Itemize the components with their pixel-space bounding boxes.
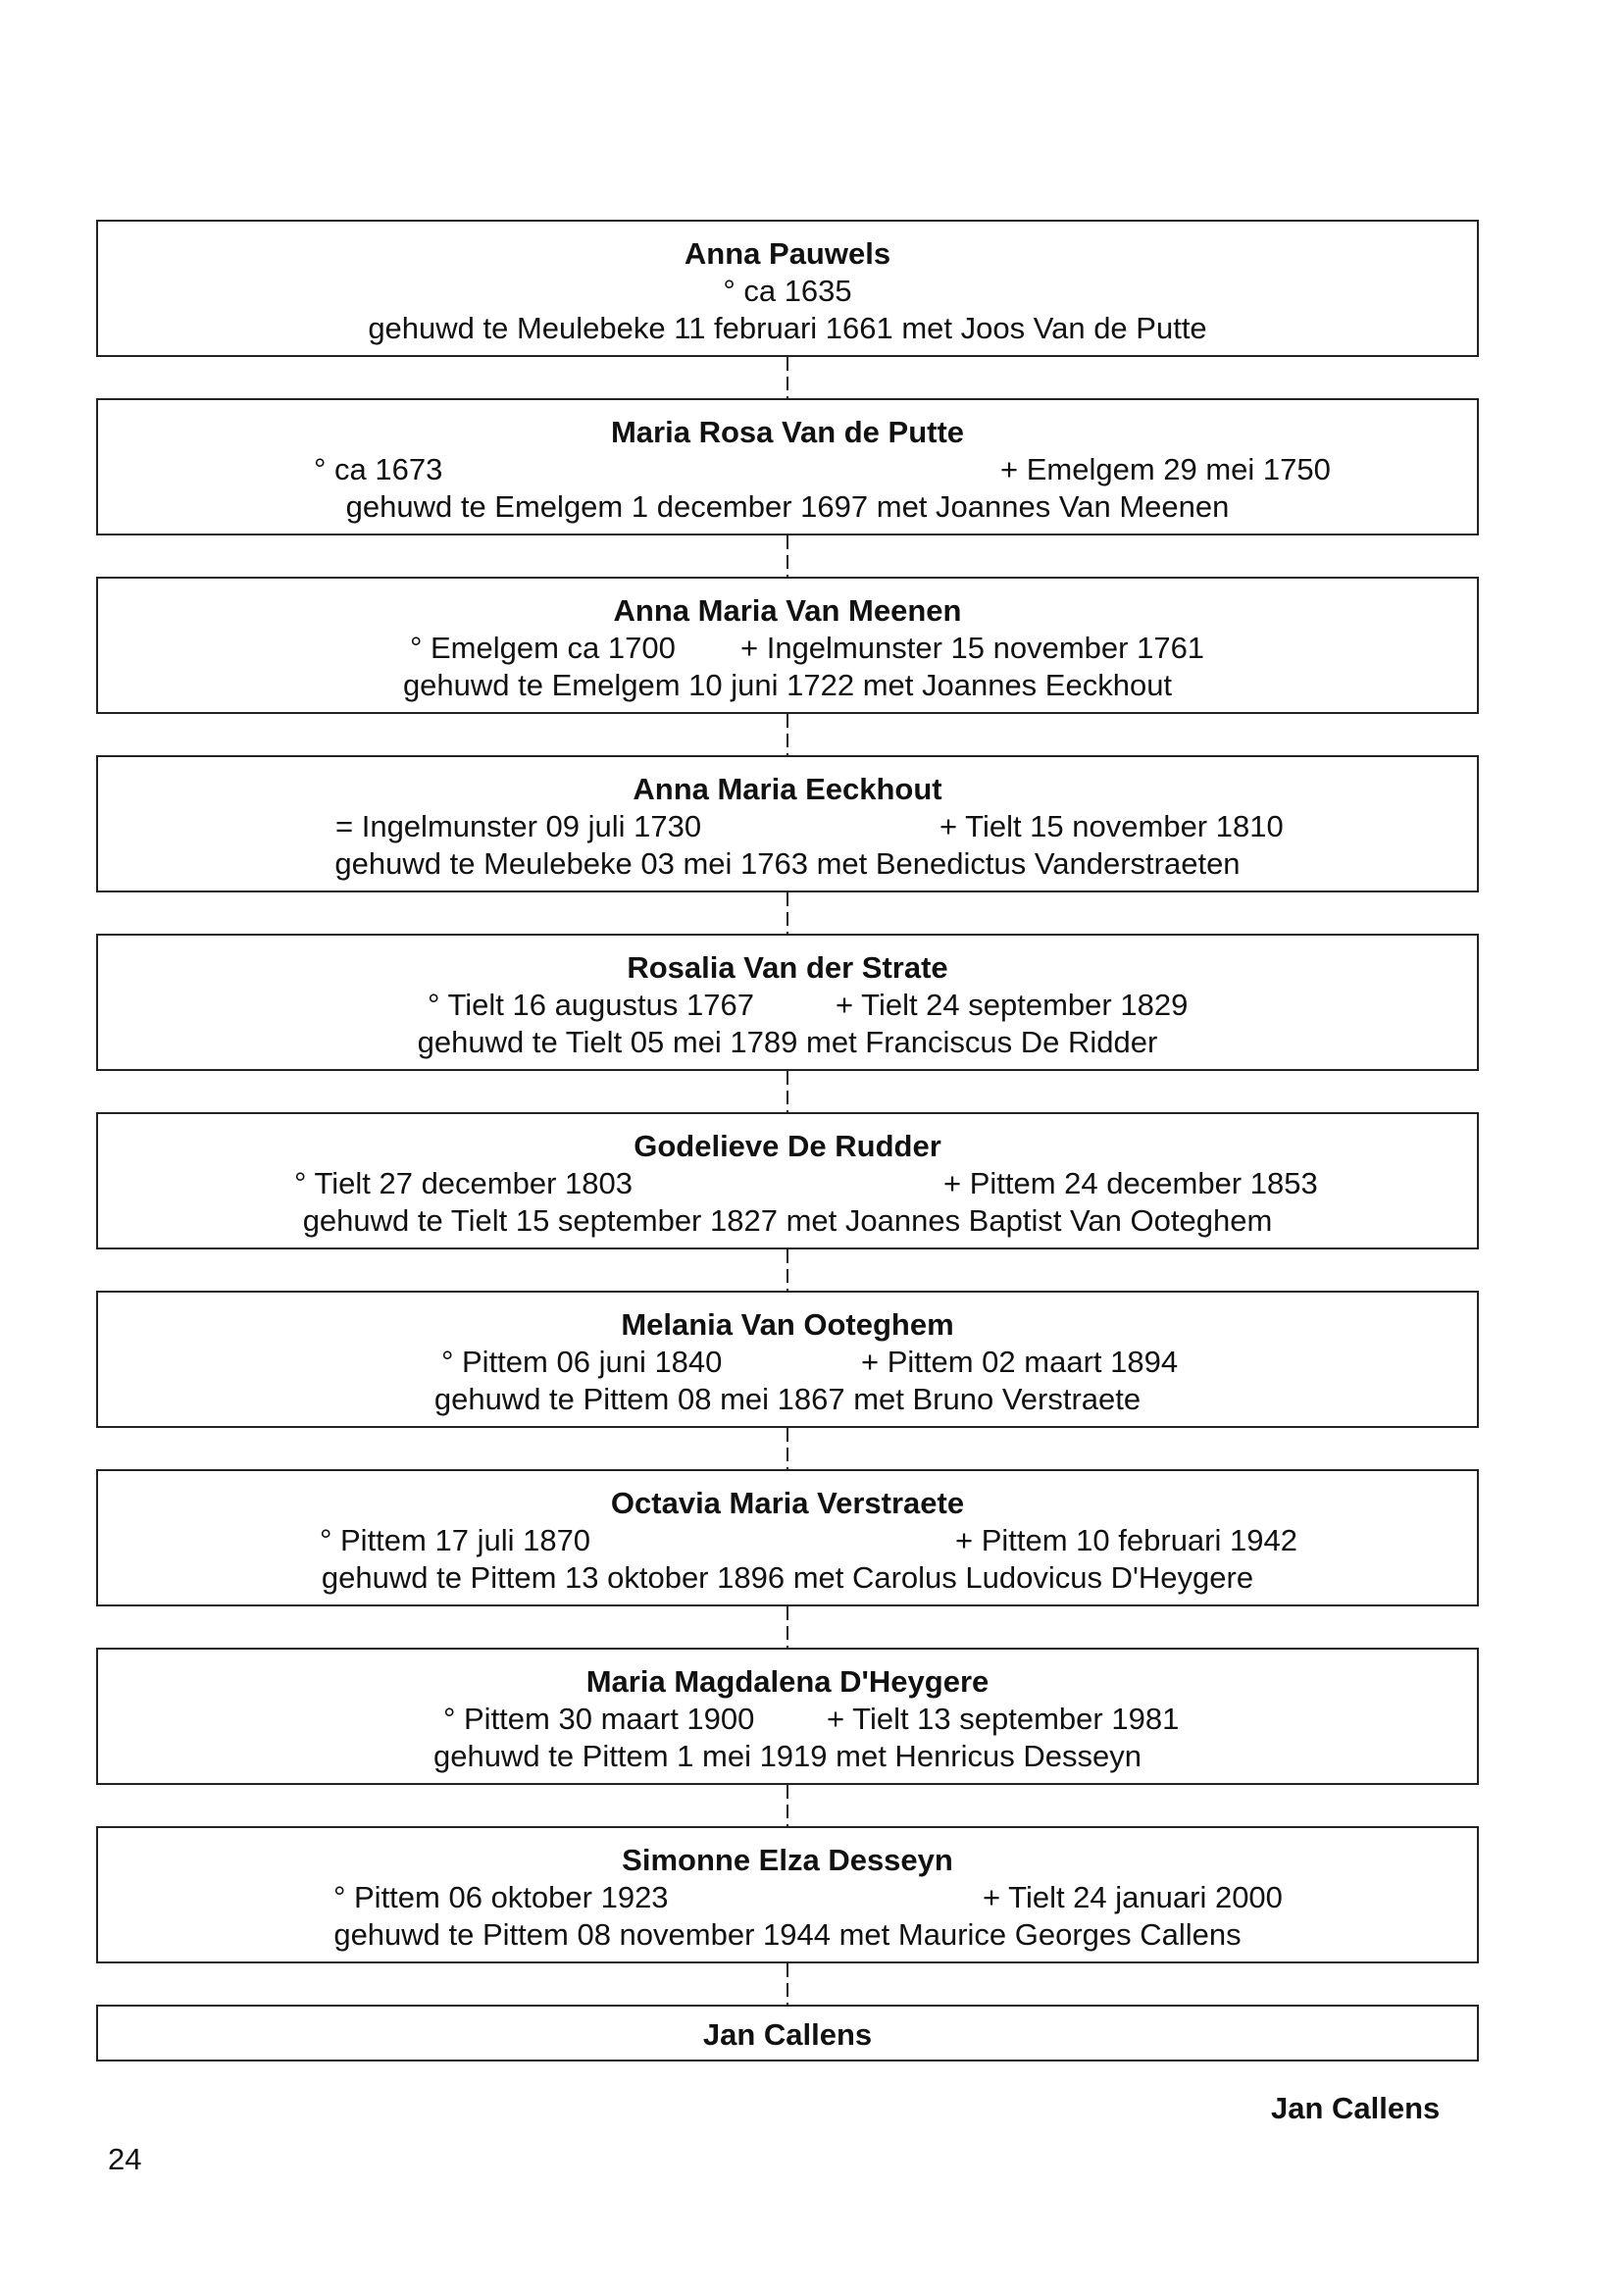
- ancestor-death: + Tielt 24 januari 2000: [983, 1880, 1283, 1914]
- ancestor-death: + Tielt 13 september 1981: [827, 1702, 1180, 1736]
- ancestor-box-maria-rosa-van-de-putte: [96, 398, 1479, 535]
- ancestor-name: Rosalia Van der Strate: [627, 950, 948, 985]
- ancestor-name: Anna Maria Eeckhout: [633, 772, 942, 806]
- ancestor-box-rosalia-van-der-strate: [96, 934, 1479, 1071]
- connector-line: [787, 1071, 788, 1112]
- connector-line: [787, 1785, 788, 1826]
- connector-line: [787, 1249, 788, 1291]
- ancestor-birth: ° Pittem 17 juli 1870: [320, 1523, 591, 1557]
- ancestor-birth: ° Pittem 30 maart 1900: [443, 1702, 755, 1736]
- ancestor-name: Godelieve De Rudder: [634, 1129, 941, 1163]
- ancestor-marriage: gehuwd te Tielt 05 mei 1789 met Franciscus De Ridder: [417, 1025, 1158, 1059]
- ancestor-box-anna-pauwels: [96, 220, 1479, 357]
- ancestor-death: + Ingelmunster 15 november 1761: [740, 631, 1205, 665]
- ancestor-name: Simonne Elza Desseyn: [622, 1843, 953, 1877]
- ancestor-marriage: gehuwd te Pittem 08 mei 1867 met Bruno Verstraete: [433, 1382, 1142, 1416]
- ancestor-death: + Pittem 24 december 1853: [943, 1166, 1318, 1200]
- ancestor-birth: ° Pittem 06 oktober 1923: [333, 1880, 669, 1914]
- ancestor-dates: [137, 630, 1438, 667]
- ancestor-marriage: gehuwd te Pittem 08 november 1944 met Maurice Georges Callens: [333, 1917, 1242, 1952]
- ancestor-marriage: gehuwd te Pittem 1 mei 1919 met Henricus Desseyn: [433, 1739, 1142, 1773]
- ancestor-birth: ° Pittem 06 juni 1840: [441, 1345, 723, 1379]
- connector-line: [787, 357, 788, 398]
- ancestor-box-godelieve-de-rudder: [96, 1112, 1479, 1249]
- descendant-name: Jan Callens: [702, 2017, 873, 2052]
- ancestor-marriage: gehuwd te Meulebeke 11 februari 1661 met Joos Van de Putte: [368, 311, 1207, 345]
- ancestor-death: + Tielt 24 september 1829: [836, 988, 1189, 1022]
- connector-line: [787, 1606, 788, 1648]
- ancestor-dates: [137, 1701, 1438, 1738]
- genealogy-chart: [96, 220, 1479, 2062]
- ancestor-death: + Tielt 15 november 1810: [939, 809, 1284, 843]
- author-signature: Jan Callens: [1271, 2091, 1441, 2125]
- ancestor-name: Maria Rosa Van de Putte: [610, 415, 965, 449]
- ancestor-box-octavia-maria-verstraete: [96, 1469, 1479, 1606]
- ancestor-birth: ° Tielt 16 augustus 1767: [428, 988, 754, 1022]
- ancestor-box-anna-maria-van-meenen: [96, 577, 1479, 714]
- connector-line: [787, 714, 788, 755]
- ancestor-marriage: gehuwd te Tielt 15 september 1827 met Joannes Baptist Van Ooteghem: [302, 1203, 1273, 1238]
- ancestor-dates: [137, 451, 1438, 488]
- ancestor-birth: ° ca 1635: [723, 274, 852, 308]
- descendant-box-jan-callens: [96, 2005, 1479, 2062]
- ancestor-box-melania-van-ooteghem: [96, 1291, 1479, 1428]
- connector-line: [787, 1428, 788, 1469]
- page-number: 24: [108, 2142, 142, 2176]
- ancestor-dates: [137, 1344, 1438, 1381]
- ancestor-birth: ° Tielt 27 december 1803: [294, 1166, 633, 1200]
- ancestor-box-maria-magdalena-dheygere: [96, 1648, 1479, 1785]
- ancestor-name: Octavia Maria Verstraete: [610, 1486, 965, 1520]
- connector-line: [787, 535, 788, 577]
- ancestor-dates: [137, 808, 1438, 845]
- connector-line: [787, 892, 788, 934]
- ancestor-name: Anna Pauwels: [684, 236, 891, 271]
- ancestor-marriage: gehuwd te Emelgem 10 juni 1722 met Joannes Eeckhout: [402, 668, 1173, 702]
- ancestor-name: Melania Van Ooteghem: [621, 1307, 954, 1342]
- ancestor-death: + Pittem 10 februari 1942: [955, 1523, 1297, 1557]
- ancestor-name: Maria Magdalena D'Heygere: [585, 1664, 990, 1699]
- ancestor-dates: [137, 1165, 1438, 1202]
- ancestor-birth: ° Emelgem ca 1700: [410, 631, 676, 665]
- ancestor-marriage: gehuwd te Pittem 13 oktober 1896 met Carolus Ludovicus D'Heygere: [321, 1560, 1254, 1595]
- ancestor-death: + Pittem 02 maart 1894: [861, 1345, 1179, 1379]
- ancestor-dates: [137, 987, 1438, 1024]
- ancestor-dates: [137, 1879, 1438, 1916]
- ancestor-marriage: gehuwd te Emelgem 1 december 1697 met Joannes Van Meenen: [345, 489, 1230, 524]
- ancestor-birth: ° ca 1673: [314, 452, 443, 486]
- ancestor-birth: = Ingelmunster 09 juli 1730: [335, 809, 702, 843]
- ancestor-box-simonne-elza-desseyn: [96, 1826, 1479, 1963]
- ancestor-marriage: gehuwd te Meulebeke 03 mei 1763 met Benedictus Vanderstraeten: [334, 846, 1241, 881]
- ancestor-box-anna-maria-eeckhout: [96, 755, 1479, 892]
- ancestor-dates: [137, 1522, 1438, 1559]
- connector-line: [787, 1963, 788, 2005]
- ancestor-death: + Emelgem 29 mei 1750: [1000, 452, 1331, 486]
- ancestor-name: Anna Maria Van Meenen: [613, 593, 962, 628]
